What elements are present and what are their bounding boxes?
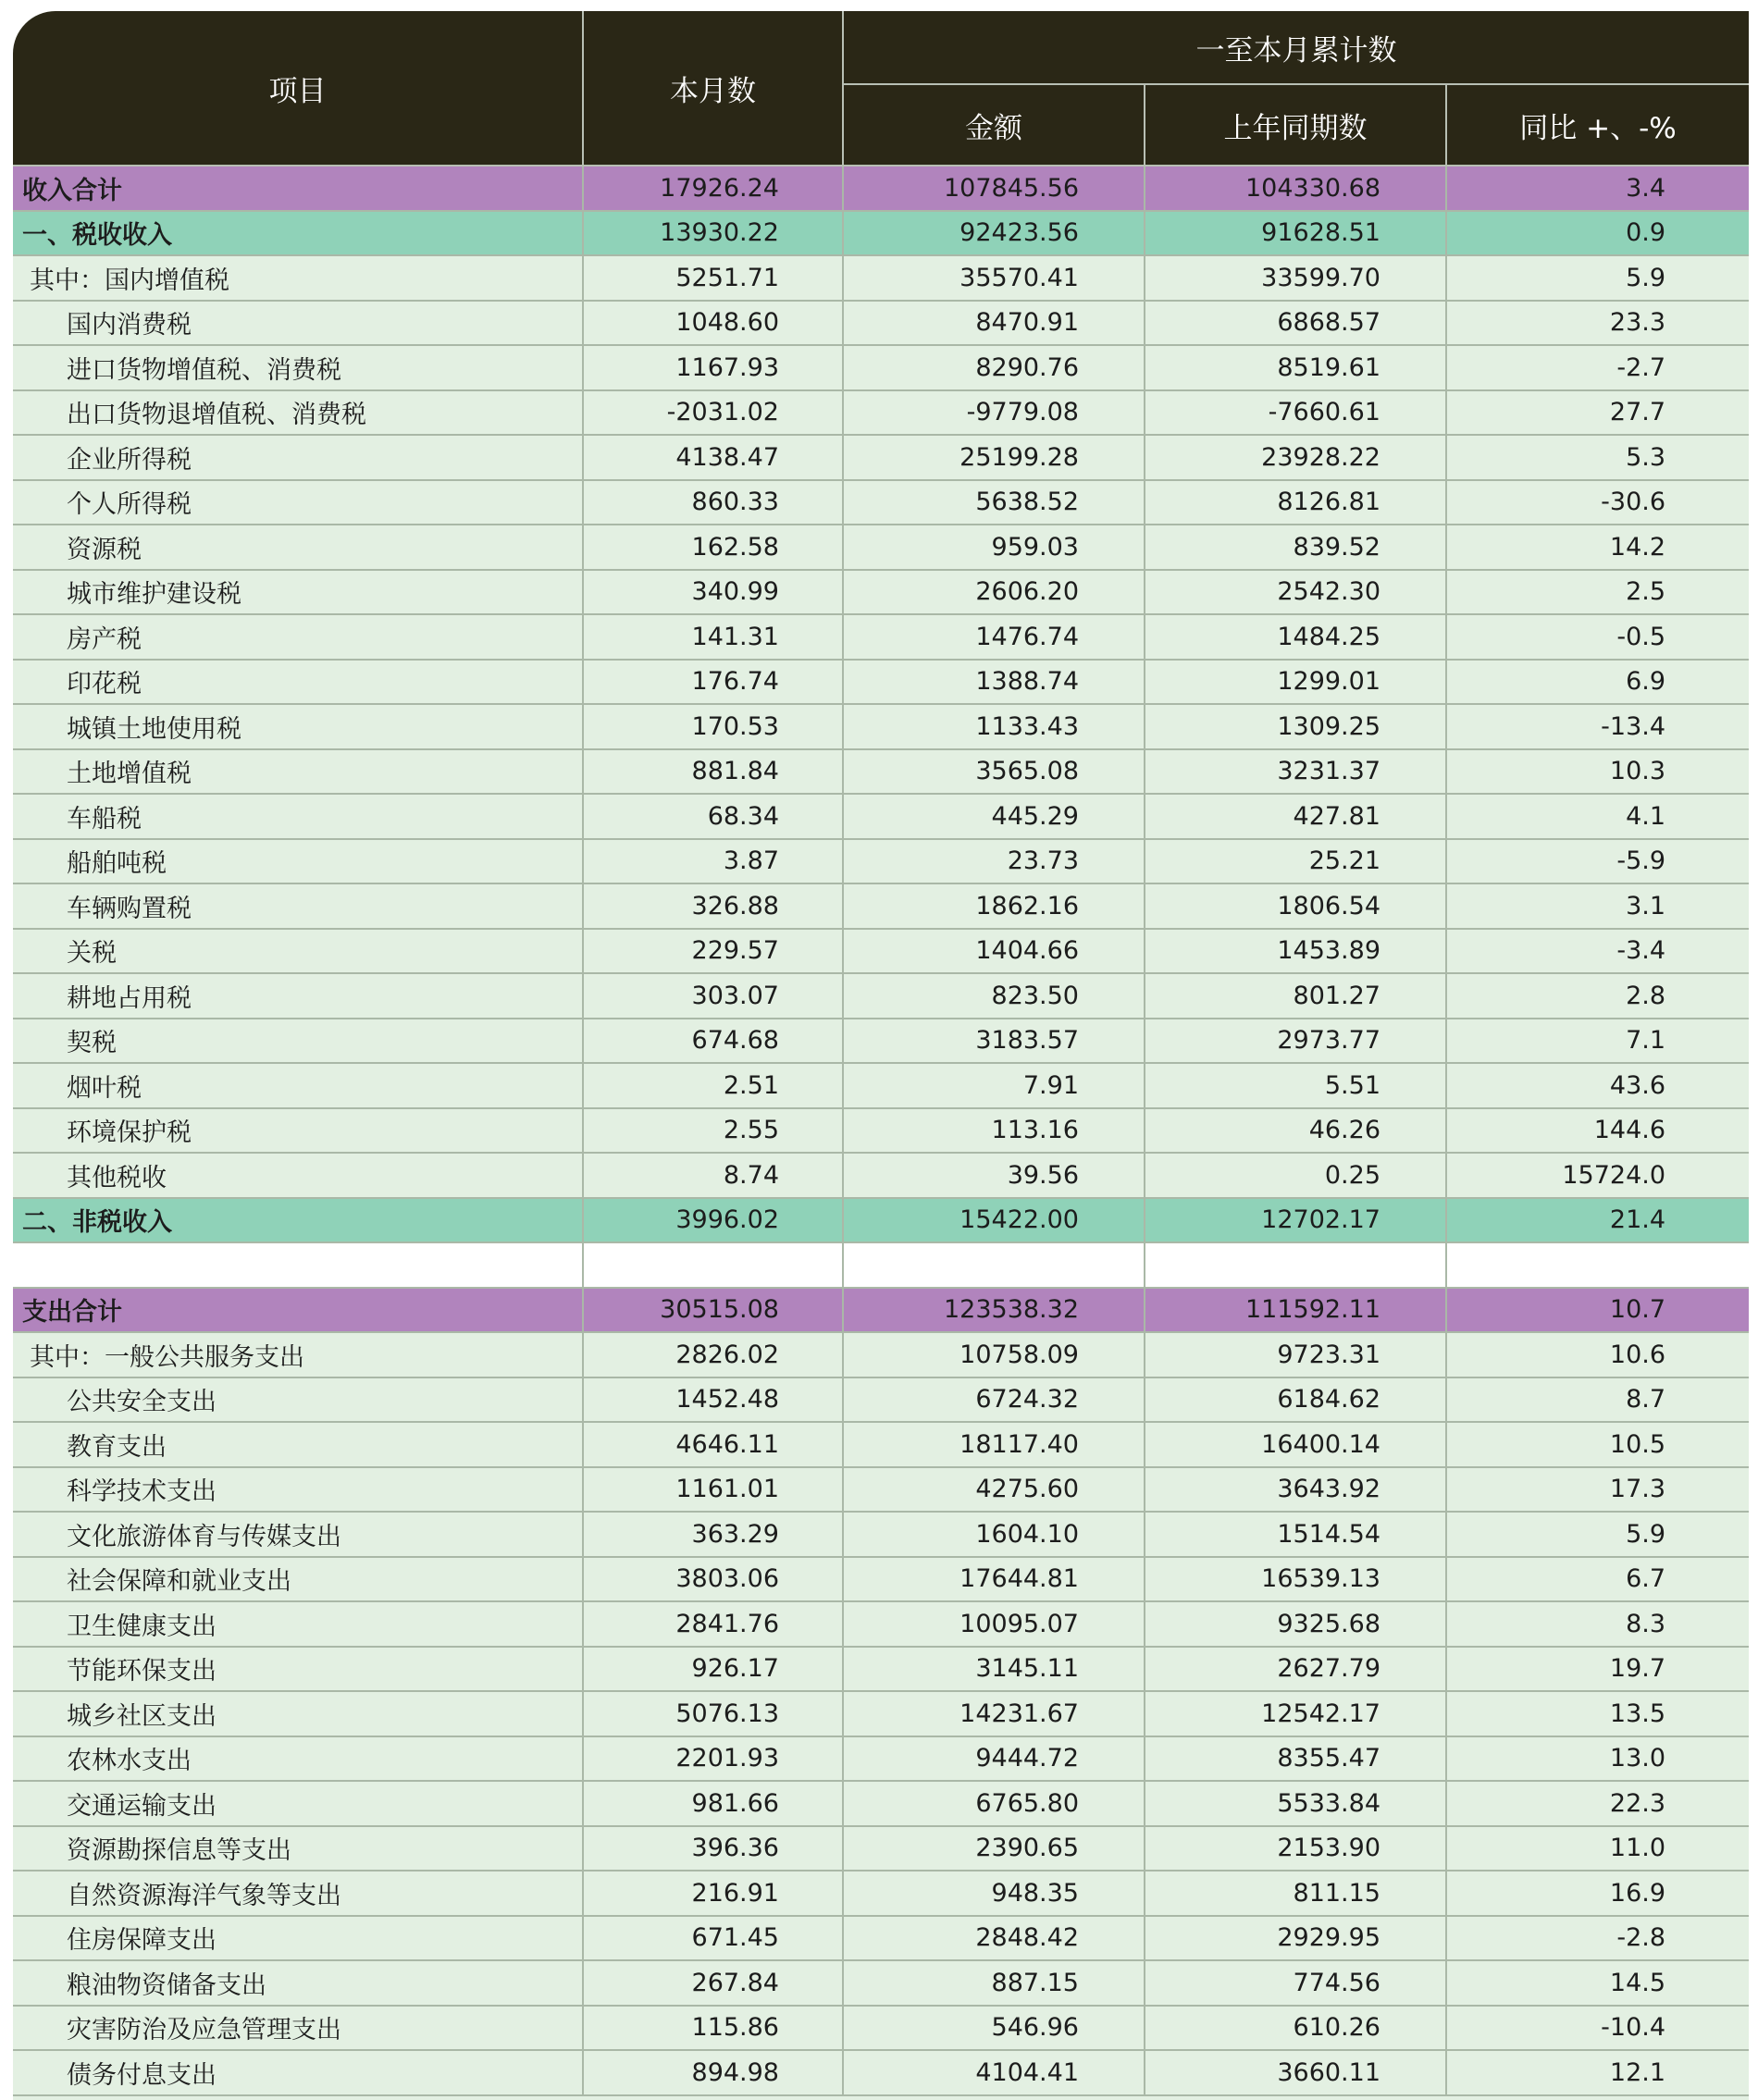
row-month-value: 2826.02: [583, 1332, 843, 1377]
row-amount-value: 5638.52: [843, 480, 1145, 525]
header-item: 项目: [13, 11, 583, 166]
row-prev-year-value: 811.15: [1145, 1871, 1446, 1916]
table-row: [13, 435, 1749, 480]
row-name: 出口货物退增值税、消费税: [13, 390, 583, 436]
row-yoy-value: 3.1: [1446, 883, 1749, 929]
row-month-value: 267.84: [583, 1960, 843, 2006]
row-month-value: 1452.48: [583, 1377, 843, 1423]
row-amount-value: 1476.74: [843, 614, 1145, 660]
row-yoy-value: 13.5: [1446, 1691, 1749, 1736]
row-yoy-value: 22.3: [1446, 1781, 1749, 1826]
row-amount-value: 2390.65: [843, 1826, 1145, 1871]
row-amount-value: 4104.41: [843, 2050, 1145, 2095]
row-name: 灾害防治及应急管理支出: [13, 2006, 583, 2051]
table-row: [13, 1332, 1749, 1377]
row-month-value: 162.58: [583, 525, 843, 570]
row-yoy-value: 5.9: [1446, 1512, 1749, 1557]
row-name: 卫生健康支出: [13, 1601, 583, 1647]
row-yoy-value: 2.8: [1446, 973, 1749, 1019]
row-name: 车辆购置税: [13, 883, 583, 929]
table-row: [13, 255, 1749, 301]
table-row: [13, 1063, 1749, 1108]
row-amount-value: 948.35: [843, 1871, 1145, 1916]
header-prev-year: 上年同期数: [1145, 84, 1446, 166]
row-name: 国内消费税: [13, 301, 583, 346]
row-prev-year-value: 2542.30: [1145, 570, 1446, 615]
row-prev-year-value: 33599.70: [1145, 255, 1446, 301]
row-month-value: 17926.24: [583, 166, 843, 211]
row-month-value: 2841.76: [583, 1601, 843, 1647]
header-month: 本月数: [583, 11, 843, 166]
table-row: [13, 301, 1749, 346]
row-name: 节能环保支出: [13, 1647, 583, 1692]
row-amount-value: 1862.16: [843, 883, 1145, 929]
row-amount-value: 1404.66: [843, 929, 1145, 974]
row-month-value: 674.68: [583, 1019, 843, 1064]
row-prev-year-value: 12702.17: [1145, 1198, 1446, 1243]
row-yoy-value: -2.7: [1446, 345, 1749, 390]
table-row: [13, 2050, 1749, 2095]
row-name: 公共安全支出: [13, 1377, 583, 1423]
row-yoy-value: 12.1: [1446, 2050, 1749, 2095]
row-amount-value: 10758.09: [843, 1332, 1145, 1377]
row-month-value: 5076.13: [583, 1691, 843, 1736]
row-prev-year-value: 8519.61: [1145, 345, 1446, 390]
table-row: [13, 1467, 1749, 1513]
row-yoy-value: 0.9: [1446, 211, 1749, 256]
table-row: [13, 1736, 1749, 1782]
row-prev-year-value: 3643.92: [1145, 1467, 1446, 1513]
row-yoy-value: 4.1: [1446, 794, 1749, 839]
row-prev-year-value: 8126.81: [1145, 480, 1446, 525]
table-row: [13, 1647, 1749, 1692]
fiscal-table-container: [13, 11, 1749, 2100]
row-amount-value: 3565.08: [843, 749, 1145, 795]
row-amount-value: 3183.57: [843, 1019, 1145, 1064]
fiscal-table: [13, 11, 1749, 2096]
row-name: 资源勘探信息等支出: [13, 1826, 583, 1871]
row-yoy-value: 15724.0: [1446, 1153, 1749, 1198]
table-row: [13, 1781, 1749, 1826]
row-name: 其中：国内增值税: [13, 255, 583, 301]
row-name: 烟叶税: [13, 1063, 583, 1108]
row-amount-value: 10095.07: [843, 1601, 1145, 1647]
row-month-value: 981.66: [583, 1781, 843, 1826]
row-month-value: 2.55: [583, 1108, 843, 1154]
table-row: [13, 1916, 1749, 1961]
row-yoy-value: 5.9: [1446, 255, 1749, 301]
row-prev-year-value: 1299.01: [1145, 660, 1446, 705]
row-name: 进口货物增值税、消费税: [13, 345, 583, 390]
table-row: [13, 1826, 1749, 1871]
row-prev-year-value: 5.51: [1145, 1063, 1446, 1108]
row-month-value: 30515.08: [583, 1288, 843, 1333]
row-name: 关税: [13, 929, 583, 974]
row-prev-year-value: 427.81: [1145, 794, 1446, 839]
row-yoy-value: 8.7: [1446, 1377, 1749, 1423]
row-name: 城市维护建设税: [13, 570, 583, 615]
row-prev-year-value: 25.21: [1145, 839, 1446, 884]
row-prev-year-value: 16400.14: [1145, 1422, 1446, 1467]
row-yoy-value: 2.5: [1446, 570, 1749, 615]
row-amount-value: 4275.60: [843, 1467, 1145, 1513]
row-yoy-value: 17.3: [1446, 1467, 1749, 1513]
row-name: 企业所得税: [13, 435, 583, 480]
row-month-value: 229.57: [583, 929, 843, 974]
row-name: 农林水支出: [13, 1736, 583, 1782]
row-name: 住房保障支出: [13, 1916, 583, 1961]
table-row: [13, 1691, 1749, 1736]
table-row: [13, 839, 1749, 884]
row-yoy-value: 10.5: [1446, 1422, 1749, 1467]
row-month-value: 3996.02: [583, 1198, 843, 1243]
row-amount-value: 9444.72: [843, 1736, 1145, 1782]
row-prev-year-value: 111592.11: [1145, 1288, 1446, 1333]
row-yoy-value: 13.0: [1446, 1736, 1749, 1782]
row-name: 其他税收: [13, 1153, 583, 1198]
row-prev-year-value: 2973.77: [1145, 1019, 1446, 1064]
row-name: 文化旅游体育与传媒支出: [13, 1512, 583, 1557]
table-row: [13, 1153, 1749, 1198]
row-prev-year-value: 16539.13: [1145, 1557, 1446, 1602]
row-prev-year-value: 9325.68: [1145, 1601, 1446, 1647]
row-amount-value: 6724.32: [843, 1377, 1145, 1423]
row-month-value: 216.91: [583, 1871, 843, 1916]
table-row: [13, 1377, 1749, 1423]
row-month-value: 1167.93: [583, 345, 843, 390]
table-row: [13, 525, 1749, 570]
row-month-value: 141.31: [583, 614, 843, 660]
row-prev-year-value: 5533.84: [1145, 1781, 1446, 1826]
row-amount-value: 123538.32: [843, 1288, 1145, 1333]
row-amount-value: 18117.40: [843, 1422, 1145, 1467]
row-prev-year-value: 610.26: [1145, 2006, 1446, 2051]
table-body: [13, 166, 1749, 2095]
row-yoy-value: -2.8: [1446, 1916, 1749, 1961]
row-month-value: 860.33: [583, 480, 843, 525]
table-row: [13, 1601, 1749, 1647]
row-amount-value: 35570.41: [843, 255, 1145, 301]
row-name: 车船税: [13, 794, 583, 839]
table-row: [13, 929, 1749, 974]
row-name: 自然资源海洋气象等支出: [13, 1871, 583, 1916]
row-yoy-value: 7.1: [1446, 1019, 1749, 1064]
row-prev-year-value: 9723.31: [1145, 1332, 1446, 1377]
row-month-value: 3.87: [583, 839, 843, 884]
table-row: [13, 1422, 1749, 1467]
row-yoy-value: 5.3: [1446, 435, 1749, 480]
row-month-value: 926.17: [583, 1647, 843, 1692]
row-name: 一、税收收入: [13, 211, 583, 256]
table-row: [13, 570, 1749, 615]
header-cumulative: 一至本月累计数: [843, 11, 1749, 84]
row-name: 房产税: [13, 614, 583, 660]
row-prev-year-value: 6868.57: [1145, 301, 1446, 346]
row-name: 个人所得税: [13, 480, 583, 525]
row-yoy-value: -0.5: [1446, 614, 1749, 660]
row-amount-value: 8290.76: [843, 345, 1145, 390]
row-month-value: 1161.01: [583, 1467, 843, 1513]
header-amount: 金额: [843, 84, 1145, 166]
row-prev-year-value: 1514.54: [1145, 1512, 1446, 1557]
row-prev-year-value: 1484.25: [1145, 614, 1446, 660]
row-yoy-value: 11.0: [1446, 1826, 1749, 1871]
row-amount-value: 107845.56: [843, 166, 1145, 211]
row-yoy-value: 27.7: [1446, 390, 1749, 436]
header-yoy: 同比 +、-%: [1446, 84, 1749, 166]
row-name: 船舶吨税: [13, 839, 583, 884]
row-yoy-value: 10.7: [1446, 1288, 1749, 1333]
row-yoy-value: 14.5: [1446, 1960, 1749, 2006]
row-name: 科学技术支出: [13, 1467, 583, 1513]
row-month-value: 4138.47: [583, 435, 843, 480]
row-amount-value: 7.91: [843, 1063, 1145, 1108]
row-yoy-value: 10.6: [1446, 1332, 1749, 1377]
row-prev-year-value: 1309.25: [1145, 704, 1446, 749]
row-yoy-value: -5.9: [1446, 839, 1749, 884]
row-prev-year-value: 91628.51: [1145, 211, 1446, 256]
row-month-value: 5251.71: [583, 255, 843, 301]
table-row: [13, 1512, 1749, 1557]
row-amount-value: 14231.67: [843, 1691, 1145, 1736]
row-prev-year-value: 801.27: [1145, 973, 1446, 1019]
row-prev-year-value: 3660.11: [1145, 2050, 1446, 2095]
row-name: 印花税: [13, 660, 583, 705]
row-yoy-value: 14.2: [1446, 525, 1749, 570]
row-prev-year-value: 2153.90: [1145, 1826, 1446, 1871]
row-month-value: 340.99: [583, 570, 843, 615]
row-yoy-value: -3.4: [1446, 929, 1749, 974]
row-amount-value: 546.96: [843, 2006, 1145, 2051]
row-amount-value: 887.15: [843, 1960, 1145, 2006]
row-amount-value: 23.73: [843, 839, 1145, 884]
blank-row: [13, 1242, 1749, 1288]
row-amount-value: 17644.81: [843, 1557, 1145, 1602]
row-amount-value: 25199.28: [843, 435, 1145, 480]
row-month-value: 8.74: [583, 1153, 843, 1198]
row-yoy-value: 43.6: [1446, 1063, 1749, 1108]
table-row: [13, 614, 1749, 660]
row-month-value: 4646.11: [583, 1422, 843, 1467]
row-prev-year-value: 2929.95: [1145, 1916, 1446, 1961]
table-row: [13, 1557, 1749, 1602]
row-yoy-value: -10.4: [1446, 2006, 1749, 2051]
row-yoy-value: -30.6: [1446, 480, 1749, 525]
row-name: 其中：一般公共服务支出: [13, 1332, 583, 1377]
table-row: [13, 1108, 1749, 1154]
row-yoy-value: 6.7: [1446, 1557, 1749, 1602]
row-amount-value: 3145.11: [843, 1647, 1145, 1692]
table-row: [13, 2006, 1749, 2051]
row-yoy-value: 21.4: [1446, 1198, 1749, 1243]
row-yoy-value: 16.9: [1446, 1871, 1749, 1916]
row-prev-year-value: 46.26: [1145, 1108, 1446, 1154]
row-prev-year-value: 104330.68: [1145, 166, 1446, 211]
row-prev-year-value: 2627.79: [1145, 1647, 1446, 1692]
row-month-value: 68.34: [583, 794, 843, 839]
table-row: [13, 973, 1749, 1019]
row-yoy-value: 8.3: [1446, 1601, 1749, 1647]
row-month-value: 3803.06: [583, 1557, 843, 1602]
row-name: [13, 1242, 583, 1288]
row-yoy-value: 144.6: [1446, 1108, 1749, 1154]
table-row: [13, 1871, 1749, 1916]
table-row: [13, 1960, 1749, 2006]
table-row: [13, 883, 1749, 929]
row-month-value: 2.51: [583, 1063, 843, 1108]
row-month-value: [583, 1242, 843, 1288]
row-month-value: 303.07: [583, 973, 843, 1019]
row-amount-value: 1133.43: [843, 704, 1145, 749]
row-prev-year-value: 774.56: [1145, 1960, 1446, 2006]
row-name: 二、非税收入: [13, 1198, 583, 1243]
row-month-value: 363.29: [583, 1512, 843, 1557]
row-month-value: 13930.22: [583, 211, 843, 256]
table-row: [13, 749, 1749, 795]
table-row: [13, 390, 1749, 436]
row-name: 债务付息支出: [13, 2050, 583, 2095]
row-name: 交通运输支出: [13, 1781, 583, 1826]
row-month-value: 170.53: [583, 704, 843, 749]
row-amount-value: 8470.91: [843, 301, 1145, 346]
row-month-value: 1048.60: [583, 301, 843, 346]
row-month-value: 2201.93: [583, 1736, 843, 1782]
row-amount-value: 445.29: [843, 794, 1145, 839]
row-amount-value: [843, 1242, 1145, 1288]
row-yoy-value: 19.7: [1446, 1647, 1749, 1692]
row-month-value: 396.36: [583, 1826, 843, 1871]
row-yoy-value: 3.4: [1446, 166, 1749, 211]
row-name: 契税: [13, 1019, 583, 1064]
total-row: [13, 1288, 1749, 1333]
section-row: [13, 211, 1749, 256]
table-row: [13, 480, 1749, 525]
table-row: [13, 660, 1749, 705]
row-prev-year-value: [1145, 1242, 1446, 1288]
row-prev-year-value: 6184.62: [1145, 1377, 1446, 1423]
row-yoy-value: [1446, 1242, 1749, 1288]
row-amount-value: 959.03: [843, 525, 1145, 570]
row-amount-value: 2606.20: [843, 570, 1145, 615]
row-prev-year-value: 1453.89: [1145, 929, 1446, 974]
table-row: [13, 345, 1749, 390]
row-prev-year-value: 12542.17: [1145, 1691, 1446, 1736]
row-yoy-value: 10.3: [1446, 749, 1749, 795]
row-name: 支出合计: [13, 1288, 583, 1333]
row-name: 资源税: [13, 525, 583, 570]
row-yoy-value: 23.3: [1446, 301, 1749, 346]
row-prev-year-value: 8355.47: [1145, 1736, 1446, 1782]
table-row: [13, 704, 1749, 749]
row-amount-value: 2848.42: [843, 1916, 1145, 1961]
row-amount-value: 1604.10: [843, 1512, 1145, 1557]
row-prev-year-value: 23928.22: [1145, 435, 1446, 480]
row-prev-year-value: 3231.37: [1145, 749, 1446, 795]
row-amount-value: 6765.80: [843, 1781, 1145, 1826]
row-name: 社会保障和就业支出: [13, 1557, 583, 1602]
row-amount-value: 1388.74: [843, 660, 1145, 705]
row-name: 城乡社区支出: [13, 1691, 583, 1736]
row-name: 环境保护税: [13, 1108, 583, 1154]
row-amount-value: 113.16: [843, 1108, 1145, 1154]
row-name: 收入合计: [13, 166, 583, 211]
row-name: 土地增值税: [13, 749, 583, 795]
row-month-value: 115.86: [583, 2006, 843, 2051]
row-name: 教育支出: [13, 1422, 583, 1467]
row-prev-year-value: -7660.61: [1145, 390, 1446, 436]
row-amount-value: -9779.08: [843, 390, 1145, 436]
total-row: [13, 166, 1749, 211]
row-month-value: 326.88: [583, 883, 843, 929]
row-month-value: 894.98: [583, 2050, 843, 2095]
row-amount-value: 823.50: [843, 973, 1145, 1019]
row-prev-year-value: 0.25: [1145, 1153, 1446, 1198]
row-yoy-value: -13.4: [1446, 704, 1749, 749]
row-name: 耕地占用税: [13, 973, 583, 1019]
row-month-value: 881.84: [583, 749, 843, 795]
table-header: [13, 11, 1749, 166]
row-amount-value: 39.56: [843, 1153, 1145, 1198]
row-month-value: 671.45: [583, 1916, 843, 1961]
row-amount-value: 92423.56: [843, 211, 1145, 256]
row-name: 城镇土地使用税: [13, 704, 583, 749]
section-row: [13, 1198, 1749, 1243]
row-month-value: 176.74: [583, 660, 843, 705]
row-prev-year-value: 839.52: [1145, 525, 1446, 570]
row-amount-value: 15422.00: [843, 1198, 1145, 1243]
row-yoy-value: 6.9: [1446, 660, 1749, 705]
row-name: 粮油物资储备支出: [13, 1960, 583, 2006]
table-row: [13, 1019, 1749, 1064]
row-prev-year-value: 1806.54: [1145, 883, 1446, 929]
row-month-value: -2031.02: [583, 390, 843, 436]
table-row: [13, 794, 1749, 839]
